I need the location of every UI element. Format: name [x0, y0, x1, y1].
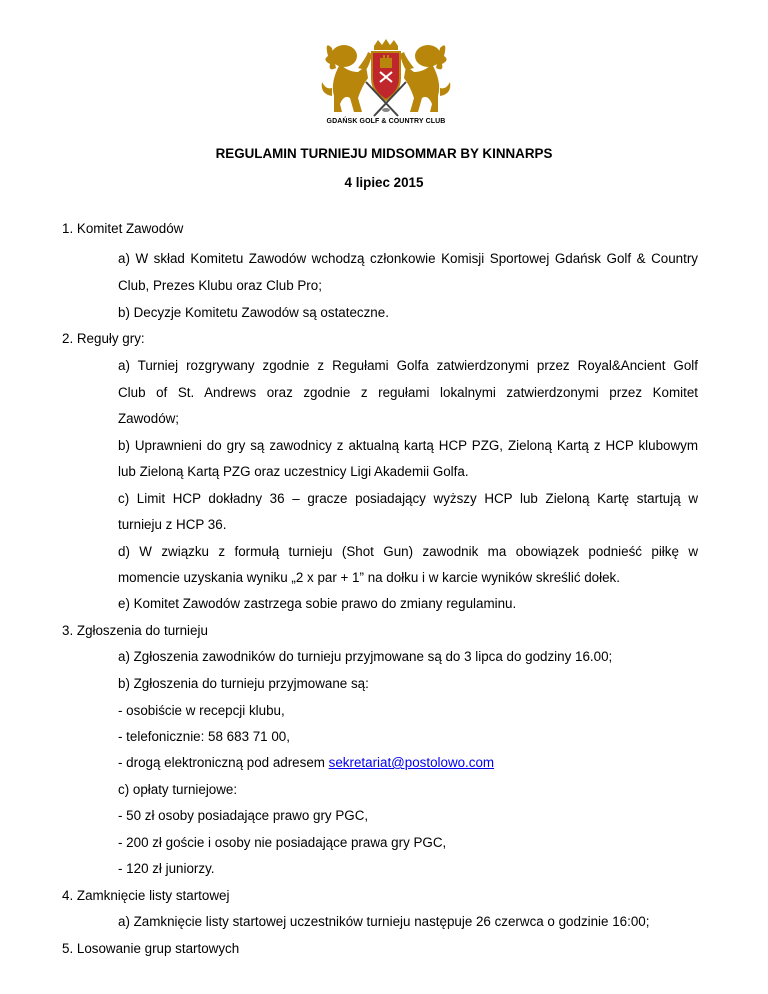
section-3-fee-juniors: - 120 zł juniorzy. [118, 861, 215, 876]
section-5-heading: 5. Losowanie grup startowych [62, 941, 240, 956]
section-3-fee-members: - 50 zł osoby posiadające prawo gry PGC, [118, 808, 369, 823]
section-2-item-b-line1: b) Uprawnieni do gry są zawodnicy z aktualną kartą HCP PZG, Zieloną Kartą z HCP klubowym [118, 438, 698, 453]
section-2-item-c-line1: c) Limit HCP dokładny 36 – gracze posiadający wyższy HCP lub Zieloną Kartę startują w [118, 491, 698, 506]
section-2-item-b-line2: lub Zieloną Kartą PZG oraz uczestnicy Ligi Akademii Golfa. [118, 464, 469, 479]
section-2-heading: 2. Reguły gry: [62, 331, 145, 346]
section-3-item-a: a) Zgłoszenia zawodników do turnieju przyjmowane są do 3 lipca do godziny 16.00; [118, 649, 613, 664]
document-date: 4 lipiec 2015 [344, 175, 424, 190]
document-title: REGULAMIN TURNIEJU MIDSOMMAR BY KINNARPS [215, 146, 553, 161]
section-4-heading: 4. Zamknięcie listy startowej [62, 888, 230, 903]
section-1-item-a-line2: Club, Prezes Klubu oraz Club Pro; [118, 278, 322, 293]
section-2-item-a-line3: Zawodów; [118, 411, 180, 426]
section-3-item-b-in-person: - osobiście w recepcji klubu, [118, 703, 285, 718]
section-2-item-e: e) Komitet Zawodów zastrzega sobie prawo do zmiany regulaminu. [118, 596, 517, 611]
section-3-item-b: b) Zgłoszenia do turnieju przyjmowane są: [118, 676, 369, 691]
club-logo-caption: GDAŃSK GOLF & COUNTRY CLUB [326, 118, 446, 125]
section-1-item-b: b) Decyzje Komitetu Zawodów są ostateczne. [118, 305, 389, 320]
section-2-item-d-line1: d) W związku z formułą turnieju (Shot Gun) zawodnik ma obowiązek podnieść piłkę w [118, 544, 698, 559]
section-2-item-d-line2: momencie uzyskania wyniku „2 x par + 1” na dołku i w karcie wyników skreślić dołek. [118, 570, 620, 585]
section-3-heading: 3. Zgłoszenia do turnieju [62, 623, 208, 638]
section-3-item-b-email [118, 754, 494, 772]
section-3-fee-guests: - 200 zł goście i osoby nie posiadające prawa gry PGC, [118, 835, 447, 850]
section-2-item-a-line1: a) Turniej rozgrywany zgodnie z Regułami Golfa zatwierdzonymi przez Royal&Ancient Golf [118, 358, 698, 373]
email-link[interactable]: sekretariat@postolowo.com [328, 755, 495, 770]
section-2-item-a-line2: Club of St. Andrews oraz zgodnie z regułami lokalnymi zatwierdzonymi przez Komitet [118, 385, 698, 400]
section-2-item-c-line2: turnieju z HCP 36. [118, 517, 227, 532]
section-1-heading: 1. Komitet Zawodów [62, 221, 184, 236]
section-3-item-b-phone: - telefonicznie: 58 683 71 00, [118, 729, 290, 744]
section-1-item-a-line1: a) W skład Komitetu Zawodów wchodzą członkowie Komisji Sportowej Gdańsk Golf & Country [118, 251, 698, 266]
section-3-item-c: c) opłaty turniejowe: [118, 782, 238, 797]
email-prefix: - drogą elektroniczną pod adresem [118, 755, 329, 770]
section-4-item-a: a) Zamknięcie listy startowej uczestników turnieju następuje 26 czerwca o godzinie 16:00; [118, 914, 650, 929]
